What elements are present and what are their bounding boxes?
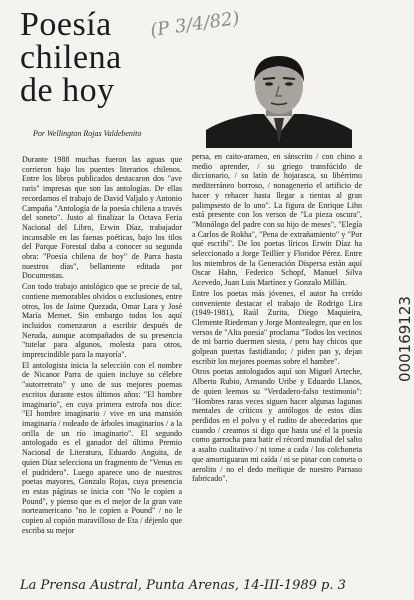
paragraph: Entre los poetas más jóvenes, el autor ha creído conveniente destacar el trabajo de Rodrigo Lira (1949-1981), Raúl Zurita, Diego Maquieira, Clemente Riedeman y Jorge Montealegre, que en los versos de "Alta poesía" proclama "Todos los vecinos de mi barrio duermen siesta, / pero hay chicos que golpean puertas fastidiando; / piden pan y, dejan escribir los mejores poemas sobre el hambre". — [192, 288, 362, 366]
paragraph: Durante 1988 muchas fueron las aguas que corrieron bajo los puentes literarios chilenos. Entre los libros publicados destacaron dos "ave raris" impresas que son las antologías. De ellas recordamos el trabajo de David Valjalo y Antonio Campaña "Antología de la poesía chilena a través del soneto". Justo al finalizar la Octava Feria Nacional del Libro, Erwin Díaz, trabajador incansable en las faenas poéticas, bajo los tilos del Parque Forestal daba a conocer su segunda obra: "Poesía chilena de hoy" de Parra hasta nuestros días", bellamente editada por Documentas. — [22, 155, 182, 281]
title-line-3: de hoy — [20, 72, 115, 109]
portrait-image — [206, 52, 352, 148]
paragraph: El antologista inicia la selección con el nombre de Nicanor Parra de quien incluye su célebre "autorretrato" y uno de sus mejores poemas escritos durante estos últimos años: "El hombre imaginario", en cuya primera estrofa nos dice: "El hombre imaginario / vive en una mansión imaginaria / rodeado de árboles imaginarios / a la orilla de un río imaginario". El segundo antologado es el ganador del último Premio Nacional de Literatura, Eduardo Anguita, de quien Díaz selecciona un fragmento de "Venus en el pudridero". Luego aparece uno de nuestros poetas mayores, Gonzalo Rojas, cuya presencia en estas páginas se inicia con "No le copien a Pound", y pienso que es el mejor de la gran vate norteamericano "no le copien a Pound" / no le copien al copión maravilloso de Eta / déjenlo que escriba su mejor — [22, 360, 182, 535]
archive-stamp — [384, 296, 414, 382]
source-handwriting: La Prensa Austral, Punta Arenas, 14-III-1989 p. 3 — [20, 578, 346, 593]
title-line-1: Poesía — [20, 6, 112, 43]
paragraph: Otros poetas antologados aquí son Miguel Arteche, Alberto Rubio, Armando Uribe y Eduardo Llanos, de quien leemos su "Verdadero-falso testimonio": "Hombres raras veces siguen hacer algunas lagunas mentales de críticos y antólogos de estos días perdidos en el polvo y el rudito de abecedarios que cuando / creamos si digo que hasta usé el la poesía como garrocha para batir el récord mundial del salto a asalto cualitativo / ni tome a cada / los colchoneta que amortiguaran mi caída / ni se pinar con cometa o aerolito / no el dedo meñique de nuestro Parnaso fabricado". — [192, 367, 362, 484]
handwritten-reference: (P 3/4/82) — [148, 7, 241, 42]
article-column-left — [22, 155, 182, 535]
article-title — [20, 8, 122, 107]
byline: Por Wellington Rojas Valdebenito — [33, 129, 142, 138]
paragraph: Con todo trabajo antológico que se precie de tal, contiene memorables olvidos o exclusiones, entre otros, los de Jaime Quezada, Omar Lara y José María Memet. Sin embargo todos los aquí incluidos comenzaron a escribir después de Neruda, aunque acompañados de su presencia "tutelar para algunos, molesta para otros, imprescindible para la mayoría". — [22, 282, 182, 360]
title-line-2: chilena — [20, 39, 122, 76]
paragraph: persa, en caito-arameo, en sánscrito / con chino a medio aprender, / su griego transfúcido de diccionario, / su latín de hojarasca, su libérrimo mediterráneo borroso, / nonagenerio el artificio de hacer y rehacer hasta llegar a tientas al gran palimpsesto de lo uno". La figura de Enrique Lihn está presente con los versos de "La pieza oscura", "Monólogo del padre con su hijo de meses", "Elegía a Carlos de Rokha", "Pena de extrañamiento" y "Por qué escribí". De los poetas líricos Erwin Díaz ha seleccionado a Jorge Teillier y Floridor Pérez. Entre los miembros de la Generación Dispersa están aquí Oscar Hahn, Federico Schopf, Manuel Silva Acevedo, Juan Luis Martínez y Gonzalo Millán. — [192, 152, 362, 288]
author-photo — [206, 52, 352, 148]
article-column-right — [192, 152, 362, 484]
archive-stamp-number: 000169123 — [395, 296, 414, 382]
